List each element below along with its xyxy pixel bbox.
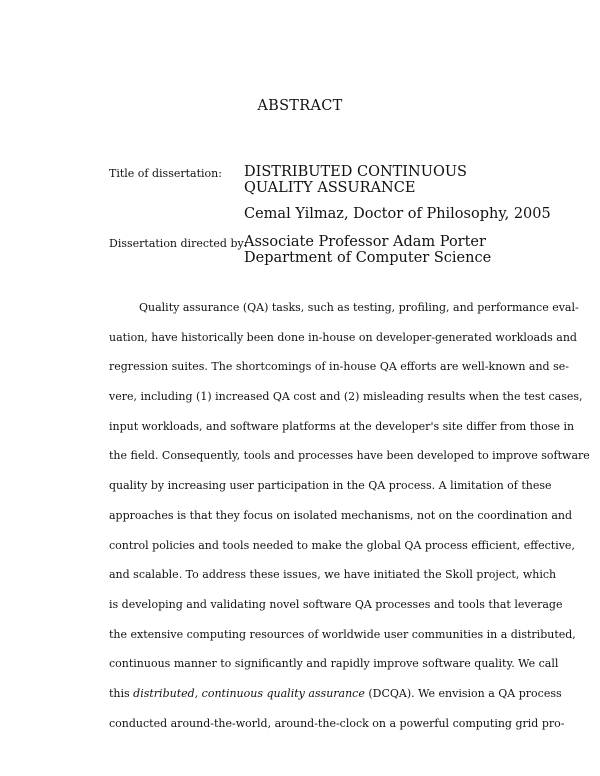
body-line: the field. Consequently, tools and processes have been developed to improve software <box>109 449 590 463</box>
abstract-body <box>109 293 590 738</box>
body-line: continuous manner to significantly and rapidly improve software quality. We call <box>109 657 559 671</box>
author-line: Cemal Yilmaz, Doctor of Philosophy, 2005 <box>244 206 551 222</box>
body-line: conducted around-the-world, around-the-clock on a powerful computing grid pro- <box>109 716 565 730</box>
body-line: quality by increasing user participation in the QA process. A limitation of these <box>109 479 552 493</box>
body-line: control policies and tools needed to make the global QA process efficient, effective, <box>109 538 575 552</box>
body-line: regression suites. The shortcomings of in-house QA efforts are well-known and se- <box>109 360 569 374</box>
director-line-2: Department of Computer Science <box>244 250 492 266</box>
dcqa-term: distributed, continuous quality assurance <box>133 686 365 700</box>
body-line: approaches is that they focus on isolated mechanisms, not on the coordination and <box>109 508 573 522</box>
body-line: the extensive computing resources of worldwide user communities in a distributed, <box>109 627 576 641</box>
line14-prefix: this <box>109 686 134 700</box>
title-label: Title of dissertation: <box>109 167 222 180</box>
dissertation-title-line-2: QUALITY ASSURANCE <box>244 180 416 196</box>
body-line: uation, have historically been done in-house on developer-generated workloads and <box>109 330 577 344</box>
body-line-dcqa <box>109 679 562 709</box>
line14-suffix: (DCQA). We envision a QA process <box>364 686 562 700</box>
body-line: is developing and validating novel software QA processes and tools that leverage <box>109 597 563 611</box>
abstract-heading: ABSTRACT <box>257 98 343 114</box>
body-line: input workloads, and software platforms at the developer's site differ from those in <box>109 419 575 433</box>
director-line-1: Associate Professor Adam Porter <box>244 234 486 250</box>
body-line: Quality assurance (QA) tasks, such as testing, profiling, and performance eval- <box>139 301 579 314</box>
dissertation-title-line-1: DISTRIBUTED CONTINUOUS <box>244 164 467 180</box>
body-line: and scalable. To address these issues, we have initiated the Skoll project, which <box>109 568 557 582</box>
director-label: Dissertation directed by: <box>109 237 248 250</box>
body-line: vere, including (1) increased QA cost and (2) misleading results when the test cases, <box>109 390 583 404</box>
